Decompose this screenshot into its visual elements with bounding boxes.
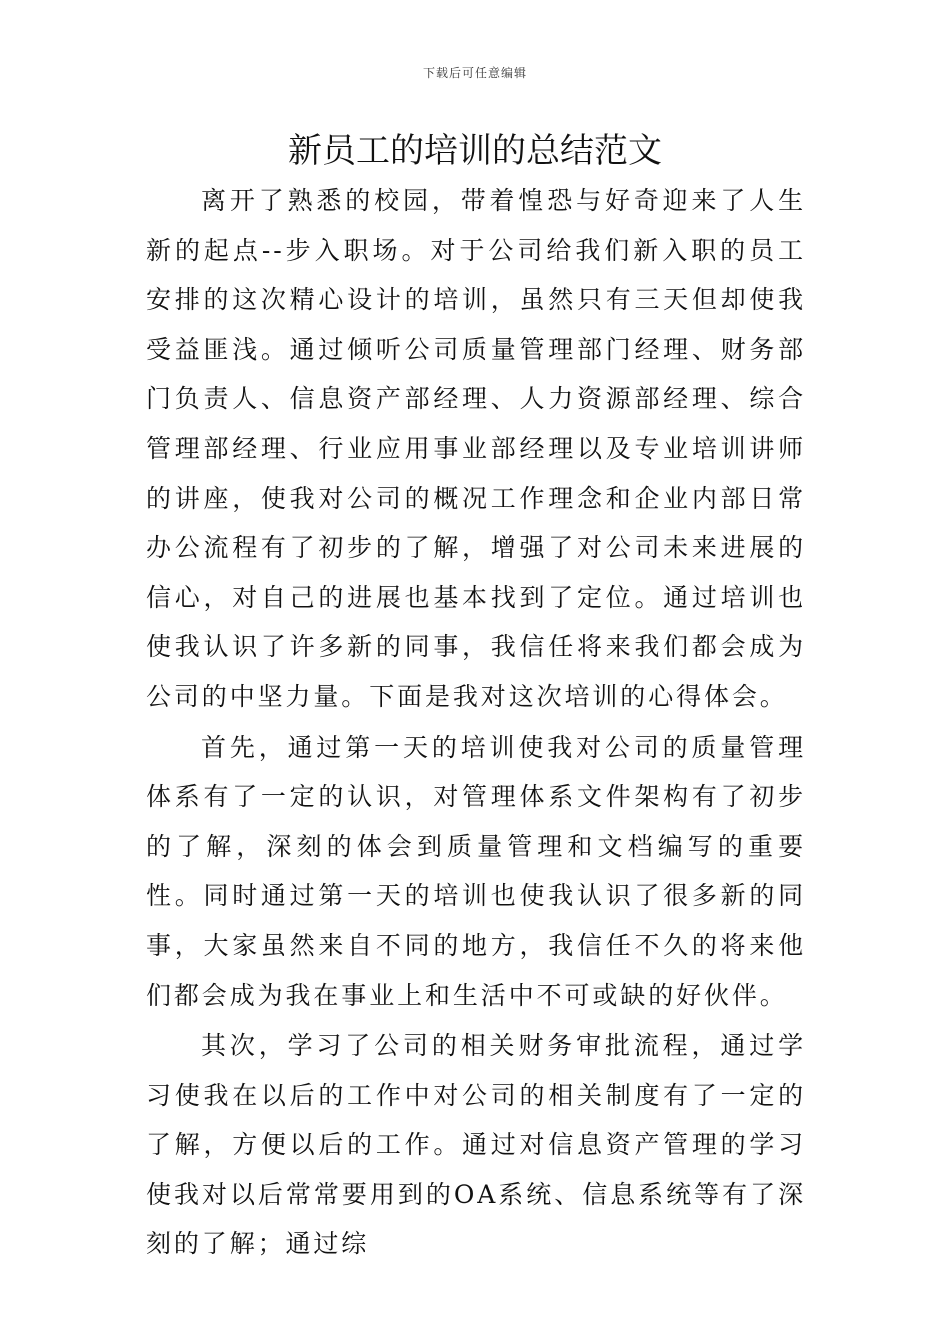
paragraph-3: 其次，学习了公司的相关财务审批流程，通过学习使我在以后的工作中对公司的相关制度有了一定的了解，方便以后的工作。通过对信息资产管理的学习使我对以后常常要用到的OA系统、信息系统等有了深刻的了解；通过综 [146,1031,806,1259]
page-header-note: 下载后可任意编辑 [422,66,527,80]
document-title: 新员工的培训的总结范文 [288,131,662,171]
paragraph-2: 首先，通过第一天的培训使我对公司的质量管理体系有了一定的认识，对管理体系文件架构有了初步的了解，深刻的体会到质量管理和文档编写的重要性。同时通过第一天的培训也使我认识了很多新的同事，大家虽然来自不同的地方，我信任不久的将来他们都会成为我在事业上和生活中不可或缺的好伙伴。 [146,732,806,1010]
paragraph-1: 离开了熟悉的校园，带着惶恐与好奇迎来了人生新的起点--步入职场。对于公司给我们新入职的员工安排的这次精心设计的培训，虽然只有三天但却使我受益匪浅。通过倾听公司质量管理部门经理、财务部门负责人、信息资产部经理、人力资源部经理、综合管理部经理、行业应用事业部经理以及专业培训讲师的讲座，使我对公司的概况工作理念和企业内部日常办公流程有了初步的了解，增强了对公司未来进展的信心，对自己的进展也基本找到了定位。通过培训也使我认识了许多新的同事，我信任将来我们都会成为公司的中坚力量。下面是我对这次培训的心得体会。 [146,186,806,711]
document-body [146,176,806,1270]
